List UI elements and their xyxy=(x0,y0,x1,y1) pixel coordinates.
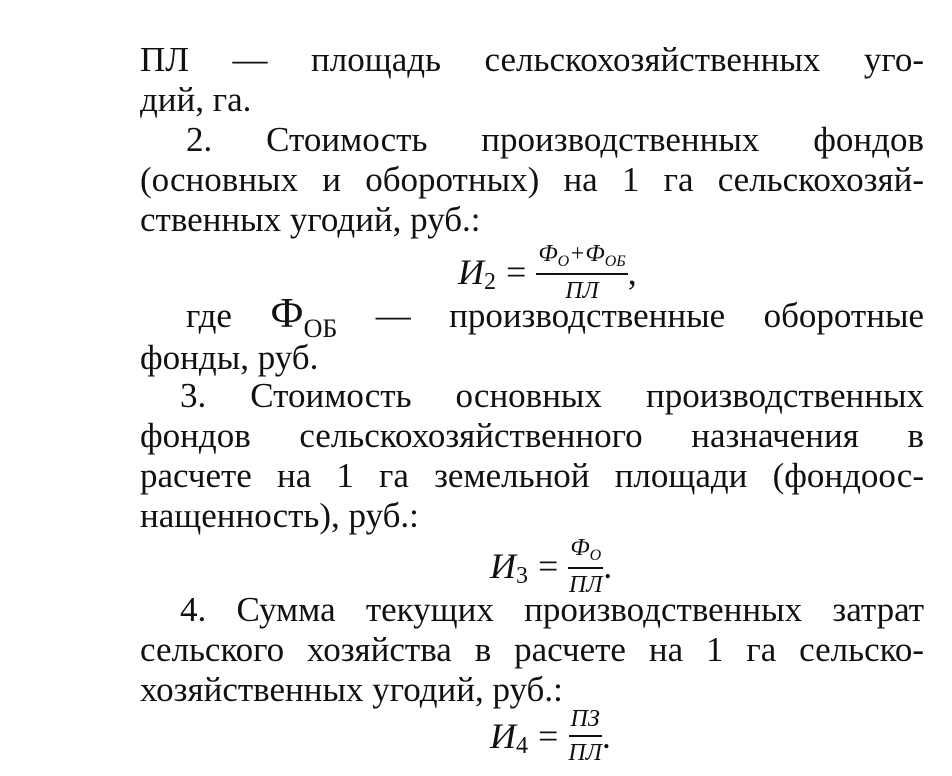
formula-i2-numerator xyxy=(536,240,627,275)
item-3-line-1: 3. Стоимость основных производственных xyxy=(180,376,924,415)
item-2-line-1: 2. Стоимость производственных фондов xyxy=(186,120,924,159)
formula-i2-eq: = xyxy=(506,252,527,292)
formula-i2-var: И xyxy=(458,252,484,292)
item-3-line-4: нащенность), руб.: xyxy=(140,496,419,535)
formula-i4-denominator: ПЛ xyxy=(568,740,602,766)
formula-i2-denominator: ПЛ xyxy=(565,277,599,304)
fob-sub: ОБ xyxy=(604,252,626,270)
where-word: где xyxy=(186,296,232,335)
formula-i2-tail: , xyxy=(627,252,637,292)
formula-i2-sub: 2 xyxy=(484,268,496,295)
formula-i3-denominator: ПЛ xyxy=(568,571,603,598)
item-4-line-1: 4. Сумма текущих производственных затрат xyxy=(180,590,924,629)
phi-subscript: ОБ xyxy=(303,314,338,343)
formula-i3-var: И xyxy=(490,546,516,586)
formula-i4-var: И xyxy=(490,716,516,756)
formula-i3-numerator xyxy=(568,534,603,569)
fo-sub: О xyxy=(589,546,602,564)
definition-line-2: фонды, руб. xyxy=(140,338,319,377)
item-4-line-3: хозяйственных угодий, руб.: xyxy=(140,670,563,709)
formula-i4-fraction xyxy=(568,705,602,767)
plus-sign: + xyxy=(569,240,586,267)
text-line-2: дий, га. xyxy=(140,80,252,119)
text-line-1: ПЛ — площадь сельскохозяйственных уго- xyxy=(140,40,924,79)
formula-i4-eq: = xyxy=(538,716,559,756)
item-2-line-2: (основных и оборотных) на 1 га сельскохозяй- xyxy=(140,160,924,199)
item-3-line-3: расчете на 1 га земельной площади (фондоос- xyxy=(140,456,924,495)
fo-sub: О xyxy=(557,252,570,270)
fo-symbol: Ф xyxy=(538,240,558,267)
phi-ob-symbol xyxy=(270,291,338,343)
fo-symbol: Ф xyxy=(570,534,590,561)
formula-i4-sub: 4 xyxy=(516,732,528,759)
definition-line xyxy=(186,291,924,343)
item-4-line-2: сельского хозяйства в расчете на 1 га сельско- xyxy=(140,630,924,669)
phi-letter: Ф xyxy=(270,291,304,337)
formula-i4 xyxy=(490,696,611,776)
item-2-line-3: ственных угодий, руб.: xyxy=(140,200,481,239)
formula-i3-sub: 3 xyxy=(516,562,528,589)
formula-i3-eq: = xyxy=(538,546,559,586)
formula-i4-tail: . xyxy=(601,716,611,756)
formula-i4-numerator: ПЗ xyxy=(569,705,602,737)
fob-symbol: Ф xyxy=(585,240,605,267)
formula-i3-fraction xyxy=(568,534,603,599)
item-3-line-2: фондов сельскохозяйственного назначения в xyxy=(140,416,924,455)
formula-i3-tail: . xyxy=(603,546,613,586)
definition-text: — производственные оборотные xyxy=(375,296,924,335)
